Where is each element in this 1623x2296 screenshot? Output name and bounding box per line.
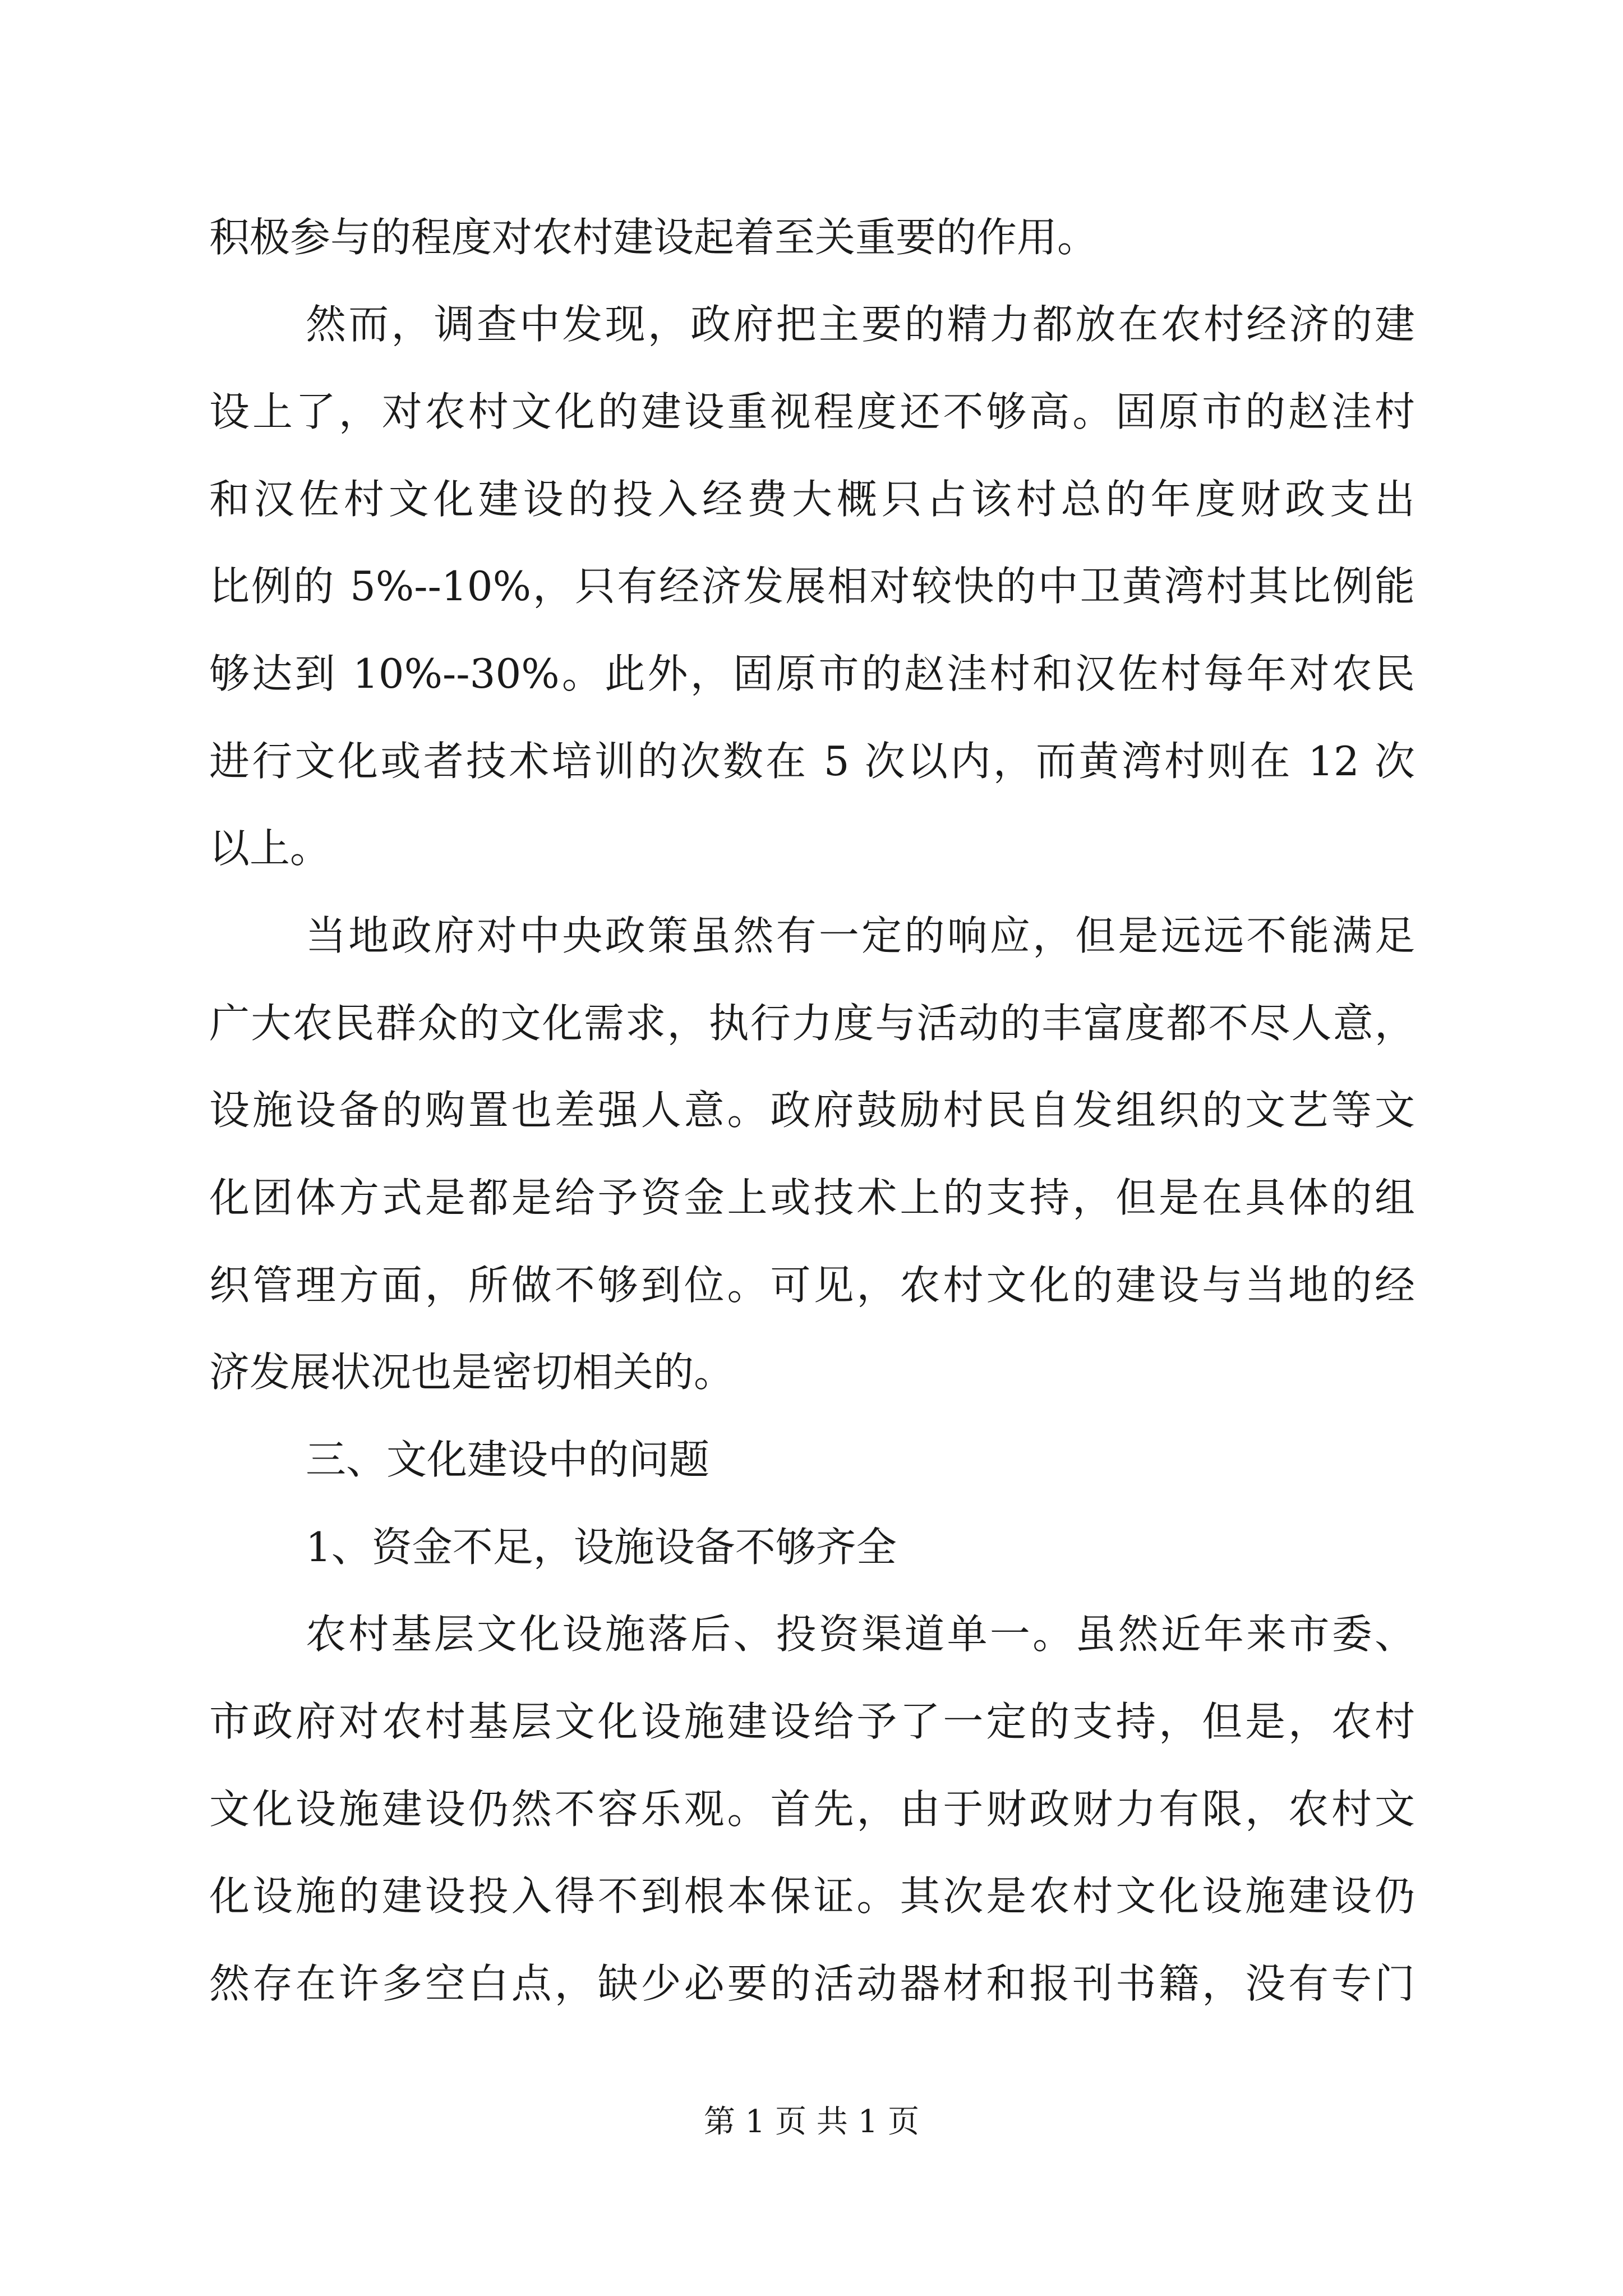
text-line: 广大农民群众的文化需求，执行力度与活动的丰富度都不尽人意， <box>209 1000 1415 1047</box>
page-number-footer: 第 1 页 共 1 页 <box>703 2104 920 2140</box>
text-line: 以上。 <box>209 825 331 872</box>
text-line: 化团体方式是都是给予资金上或技术上的支持，但是在具体的组 <box>209 1174 1415 1221</box>
text-line: 设上了，对农村文化的建设重视程度还不够高。固原市的赵洼村 <box>209 388 1415 435</box>
text-line: 织管理方面，所做不够到位。可见，农村文化的建设与当地的经 <box>209 1262 1415 1309</box>
text-line: 化设施的建设投入得不到根本保证。其次是农村文化设施建设仍 <box>209 1872 1415 1920</box>
paragraph-first-line: 农村基层文化设施落后、投资渠道单一。虽然近年来市委、 <box>306 1611 1415 1658</box>
paragraph-first-line: 当地政府对中央政策虽然有一定的响应，但是远远不能满足 <box>306 912 1415 959</box>
section-heading: 三、文化建设中的问题 <box>306 1436 710 1483</box>
text-line: 然存在许多空白点，缺少必要的活动器材和报刊书籍，没有专门 <box>209 1960 1415 2007</box>
text-line: 够达到 10%--30%。此外，固原市的赵洼村和汉佐村每年对农民 <box>209 650 1415 697</box>
text-line: 济发展状况也是密切相关的。 <box>209 1349 735 1396</box>
text-line: 设施设备的购置也差强人意。政府鼓励村民自发组织的文艺等文 <box>209 1087 1415 1134</box>
text-line: 文化设施建设仍然不容乐观。首先，由于财政财力有限，农村文 <box>209 1786 1415 1833</box>
paragraph-first-line: 然而，调查中发现，政府把主要的精力都放在农村经济的建 <box>306 301 1415 348</box>
text-line: 市政府对农村基层文化设施建设给予了一定的支持，但是，农村 <box>209 1698 1415 1745</box>
text-line: 比例的 5%--10%，只有经济发展相对较快的中卫黄湾村其比例能 <box>209 563 1415 610</box>
text-line: 进行文化或者技术培训的次数在 5 次以内，而黄湾村则在 12 次 <box>209 738 1415 785</box>
text-line: 和汉佐村文化建设的投入经费大概只占该村总的年度财政支出 <box>209 476 1415 523</box>
text-line: 积极参与的程度对农村建设起着至关重要的作用。 <box>209 214 1098 261</box>
subsection-heading: 1、资金不足，设施设备不够齐全 <box>306 1524 897 1571</box>
